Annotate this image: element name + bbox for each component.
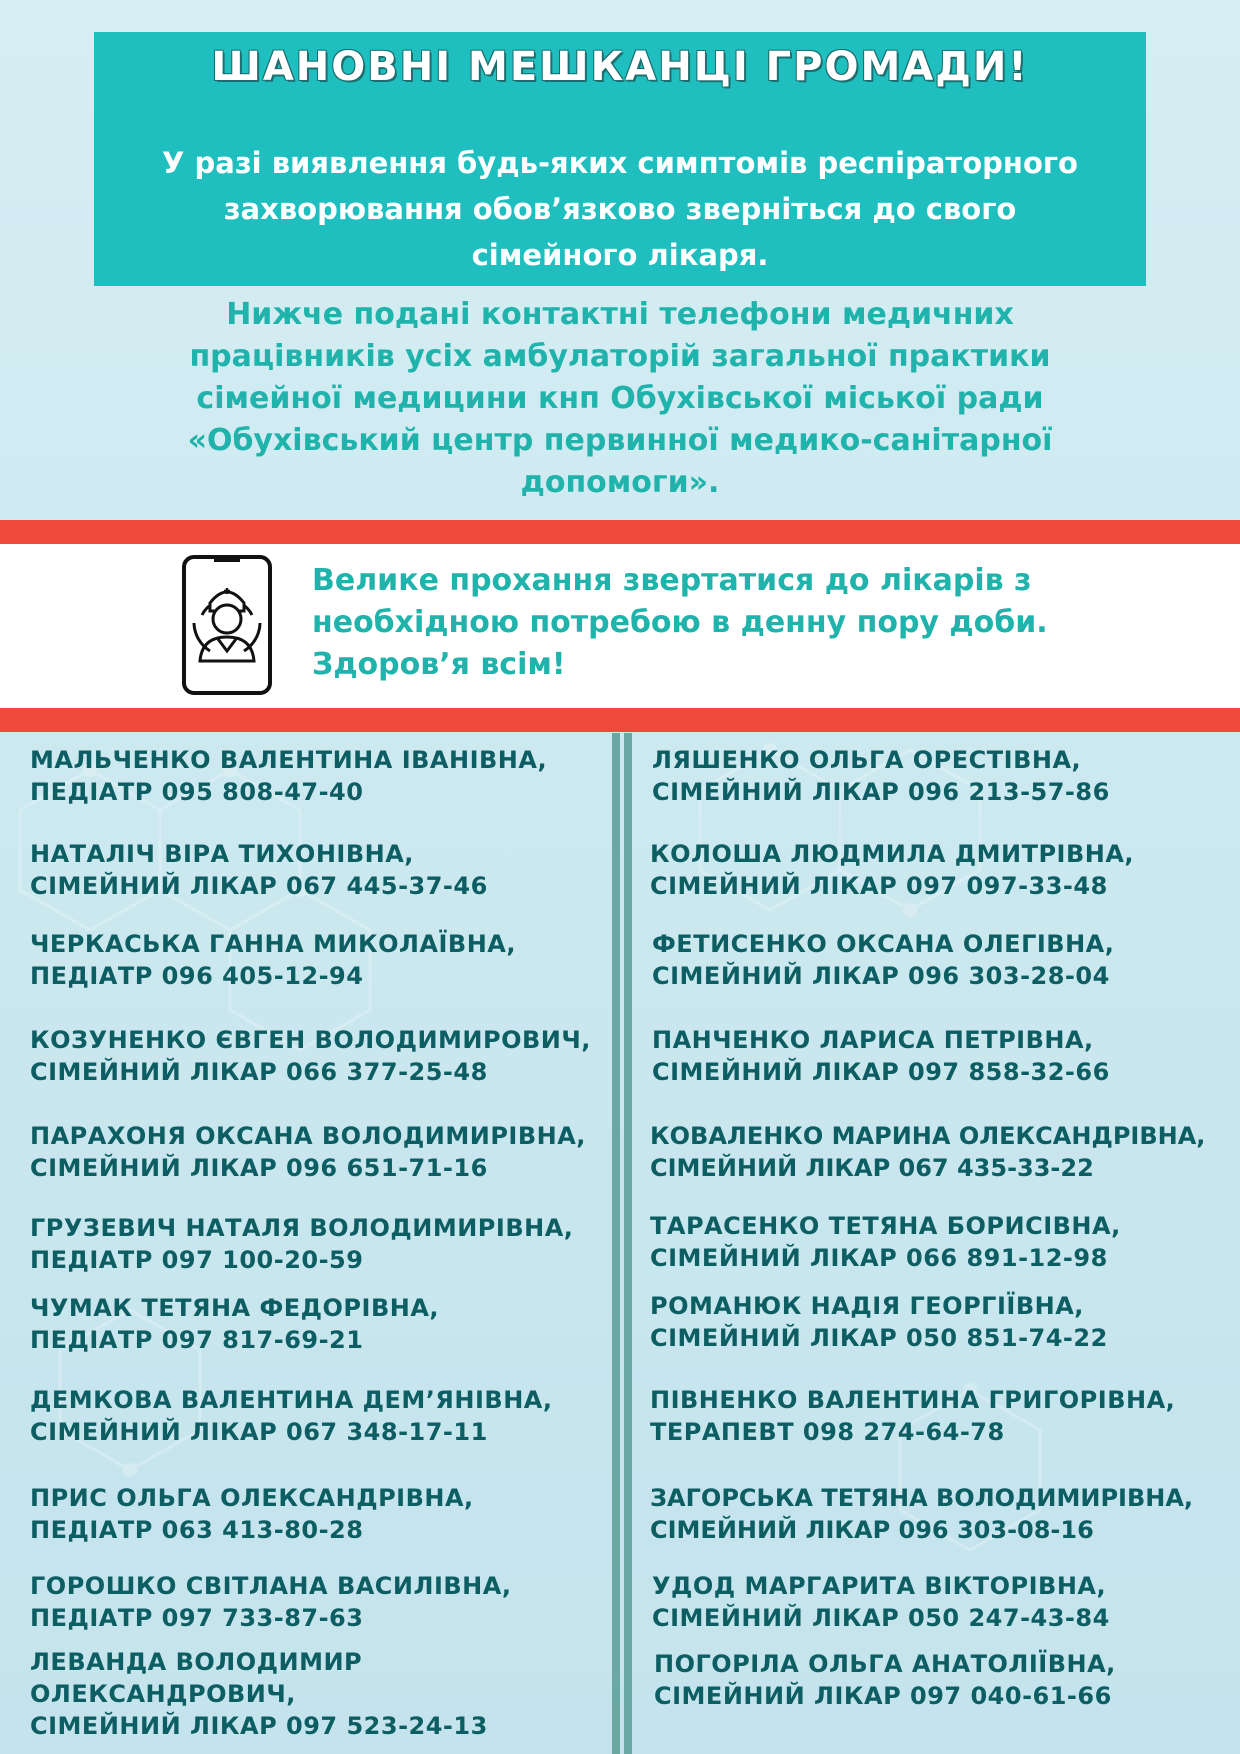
contact-role-phone: ПЕДІАТР 063 413-80-28 bbox=[30, 1516, 364, 1544]
contact-entry bbox=[30, 928, 516, 992]
contact-name: КОВАЛЕНКО МАРИНА ОЛЕКСАНДРІВНА, bbox=[650, 1122, 1206, 1150]
contact-name: НАТАЛІЧ ВІРА ТИХОНІВНА, bbox=[30, 840, 414, 868]
contact-name: ЛЯШЕНКО ОЛЬГА ОРЕСТІВНА, bbox=[652, 746, 1082, 774]
contact-role-phone: СІМЕЙНИЙ ЛІКАР 096 303-08-16 bbox=[650, 1516, 1094, 1544]
contact-role-phone: СІМЕЙНИЙ ЛІКАР 067 435-33-22 bbox=[650, 1154, 1094, 1182]
intro-line: працівників усіх амбулаторій загальної практики bbox=[189, 339, 1051, 374]
intro-line: Нижче подані контактні телефони медичних bbox=[226, 297, 1014, 332]
contact-entry bbox=[654, 1648, 1116, 1712]
contact-role-phone: ПЕДІАТР 097 100-20-59 bbox=[30, 1246, 364, 1274]
column-divider bbox=[624, 733, 632, 1754]
contact-entry bbox=[650, 1210, 1121, 1274]
contact-name: ПОГОРІЛА ОЛЬГА АНАТОЛІЇВНА, bbox=[654, 1650, 1116, 1678]
notice-line: Велике прохання звертатися до лікарів з bbox=[312, 563, 1032, 598]
contact-role-phone: СІМЕЙНИЙ ЛІКАР 096 651-71-16 bbox=[30, 1154, 488, 1182]
intro-line: «Обухівський центр первинної медико-санітарної bbox=[187, 423, 1053, 458]
contact-role-phone: ТЕРАПЕВТ 098 274-64-78 bbox=[650, 1418, 1005, 1446]
contact-name: ГОРОШКО СВІТЛАНА ВАСИЛІВНА, bbox=[30, 1572, 512, 1600]
contact-entry bbox=[650, 1482, 1193, 1546]
contact-name: ПІВНЕНКО ВАЛЕНТИНА ГРИГОРІВНА, bbox=[650, 1386, 1176, 1414]
contact-role-phone: СІМЕЙНИЙ ЛІКАР 067 348-17-11 bbox=[30, 1418, 488, 1446]
contact-role-phone: СІМЕЙНИЙ ЛІКАР 066 377-25-48 bbox=[30, 1058, 488, 1086]
contact-name: КОЛОША ЛЮДМИЛА ДМИТРІВНА, bbox=[650, 840, 1135, 868]
contact-name: РОМАНЮК НАДІЯ ГЕОРГІЇВНА, bbox=[650, 1292, 1084, 1320]
intro-line: сімейної медицини кнп Обухівської міської ради bbox=[196, 381, 1044, 416]
header-banner bbox=[94, 32, 1146, 286]
column-divider bbox=[612, 733, 620, 1754]
contact-name: ФЕТИСЕНКО ОКСАНА ОЛЕГІВНА, bbox=[652, 930, 1115, 958]
contact-name: ЛЕВАНДА ВОЛОДИМИР bbox=[30, 1648, 363, 1676]
contact-name: КОЗУНЕНКО ЄВГЕН ВОЛОДИМИРОВИЧ, bbox=[30, 1026, 591, 1054]
contact-name: ГРУЗЕВИЧ НАТАЛЯ ВОЛОДИМИРІВНА, bbox=[30, 1214, 574, 1242]
contact-role-phone: СІМЕЙНИЙ ЛІКАР 050 851-74-22 bbox=[650, 1324, 1108, 1352]
notice-line: необхідною потребою в денну пору доби. bbox=[312, 605, 1048, 640]
contact-role-phone: СІМЕЙНИЙ ЛІКАР 096 213-57-86 bbox=[652, 778, 1110, 806]
contact-entry bbox=[652, 928, 1114, 992]
contact-name: ЗАГОРСЬКА ТЕТЯНА ВОЛОДИМИРІВНА, bbox=[650, 1484, 1194, 1512]
header-message-line: сімейного лікаря. bbox=[471, 238, 769, 272]
contact-entry bbox=[30, 744, 547, 808]
contact-name: ПАНЧЕНКО ЛАРИСА ПЕТРІВНА, bbox=[652, 1026, 1094, 1054]
contact-name: УДОД МАРГАРИТА ВІКТОРІВНА, bbox=[652, 1572, 1107, 1600]
intro-line: допомоги». bbox=[520, 465, 720, 500]
contact-role-phone: ПЕДІАТР 095 808-47-40 bbox=[30, 778, 364, 806]
header-title: ШАНОВНІ МЕШКАНЦІ ГРОМАДИ! bbox=[211, 44, 1029, 90]
contact-role-phone: СІМЕЙНИЙ ЛІКАР 097 040-61-66 bbox=[654, 1682, 1112, 1710]
contact-role-phone: СІМЕЙНИЙ ЛІКАР 097 523-24-13 bbox=[30, 1712, 488, 1740]
contact-role-phone: СІМЕЙНИЙ ЛІКАР 066 891-12-98 bbox=[650, 1244, 1108, 1272]
contact-entry bbox=[30, 1570, 511, 1634]
doctor-phone-icon bbox=[180, 553, 274, 697]
red-stripe-top bbox=[0, 520, 1240, 544]
contact-role-phone: СІМЕЙНИЙ ЛІКАР 096 303-28-04 bbox=[652, 962, 1110, 990]
contact-role-phone: ПЕДІАТР 097 733-87-63 bbox=[30, 1604, 364, 1632]
contact-entry bbox=[30, 1024, 591, 1088]
contact-entry bbox=[650, 1384, 1175, 1448]
contact-entry bbox=[30, 838, 488, 902]
contact-role-phone: СІМЕЙНИЙ ЛІКАР 067 445-37-46 bbox=[30, 872, 488, 900]
contact-entry bbox=[30, 1212, 573, 1276]
contact-entry bbox=[650, 1290, 1108, 1354]
contact-entry bbox=[652, 744, 1110, 808]
contact-entry bbox=[650, 1120, 1205, 1184]
contact-entry bbox=[652, 1570, 1110, 1634]
contact-entry bbox=[30, 1120, 586, 1184]
contact-entry bbox=[30, 1646, 488, 1742]
contact-role-phone: ПЕДІАТР 097 817-69-21 bbox=[30, 1326, 364, 1354]
header-message-line: У разі виявлення будь-яких симптомів респіраторного bbox=[162, 146, 1078, 180]
contact-name: ОЛЕКСАНДРОВИЧ, bbox=[30, 1680, 296, 1708]
header-message bbox=[94, 140, 1146, 278]
contact-role-phone: СІМЕЙНИЙ ЛІКАР 097 858-32-66 bbox=[652, 1058, 1110, 1086]
contact-entry bbox=[650, 838, 1134, 902]
contact-name: ЧЕРКАСЬКА ГАННА МИКОЛАЇВНА, bbox=[30, 930, 516, 958]
header-message-line: захворювання обов’язково зверніться до свого bbox=[223, 192, 1017, 226]
contact-name: ПАРАХОНЯ ОКСАНА ВОЛОДИМИРІВНА, bbox=[30, 1122, 586, 1150]
contact-role-phone: ПЕДІАТР 096 405-12-94 bbox=[30, 962, 364, 990]
contact-name: ПРИС ОЛЬГА ОЛЕКСАНДРІВНА, bbox=[30, 1484, 474, 1512]
intro-text bbox=[120, 294, 1120, 504]
contact-entry bbox=[30, 1384, 552, 1448]
contact-role-phone: СІМЕЙНИЙ ЛІКАР 050 247-43-84 bbox=[652, 1604, 1110, 1632]
contact-name: МАЛЬЧЕНКО ВАЛЕНТИНА ІВАНІВНА, bbox=[30, 746, 548, 774]
notice-text bbox=[312, 560, 1212, 686]
contact-entry bbox=[30, 1482, 474, 1546]
contact-entry bbox=[30, 1292, 439, 1356]
contact-entry bbox=[652, 1024, 1110, 1088]
notice-line: Здоров’я всім! bbox=[312, 647, 566, 682]
contact-name: ЧУМАК ТЕТЯНА ФЕДОРІВНА, bbox=[30, 1294, 440, 1322]
contact-name: ДЕМКОВА ВАЛЕНТИНА ДЕМ’ЯНІВНА, bbox=[30, 1386, 553, 1414]
contact-role-phone: СІМЕЙНИЙ ЛІКАР 097 097-33-48 bbox=[650, 872, 1108, 900]
contact-name: ТАРАСЕНКО ТЕТЯНА БОРИСІВНА, bbox=[650, 1212, 1121, 1240]
red-stripe-bottom bbox=[0, 708, 1240, 732]
